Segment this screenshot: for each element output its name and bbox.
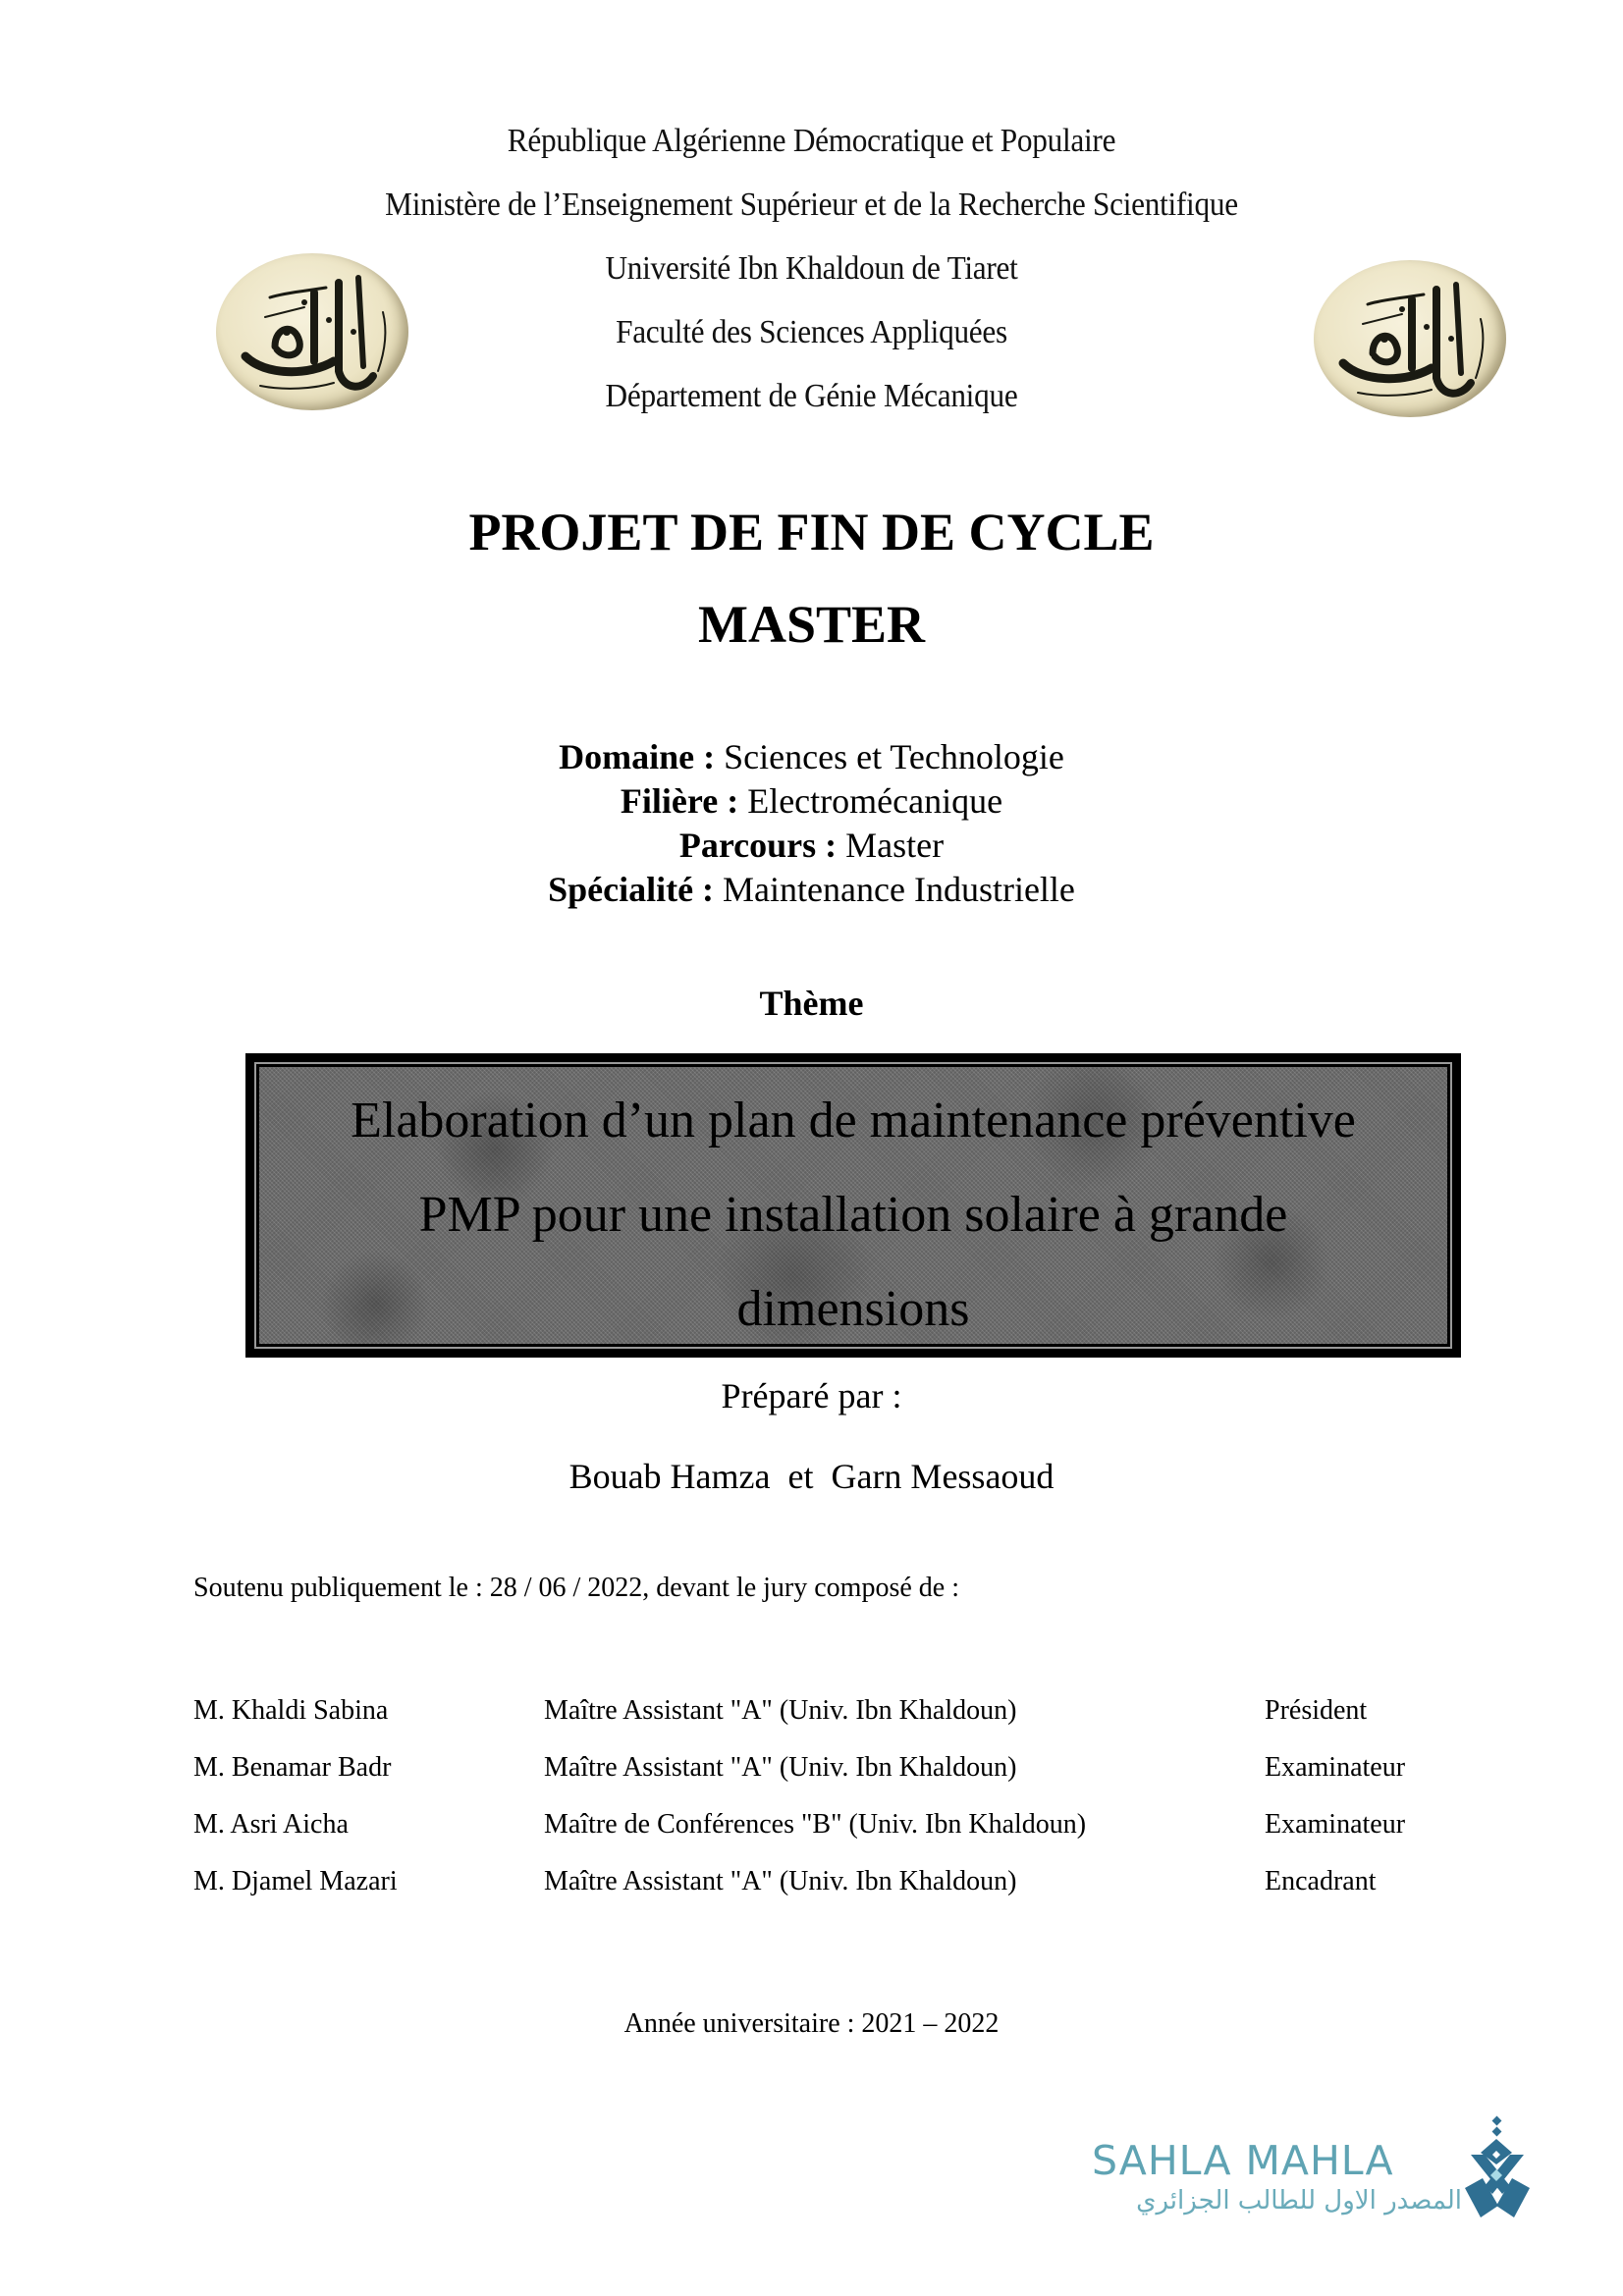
field-parcours bbox=[0, 824, 1623, 868]
theme-box bbox=[245, 1053, 1461, 1358]
header-republic: République Algérienne Démocratique et Populaire bbox=[507, 123, 1116, 159]
header-faculty: Faculté des Sciences Appliquées bbox=[616, 314, 1007, 350]
theme-line: PMP pour une installation solaire à grande bbox=[418, 1187, 1288, 1243]
program-fields bbox=[0, 735, 1623, 912]
theme-text bbox=[256, 1074, 1450, 1357]
field-specialite bbox=[0, 868, 1623, 912]
theme-box-inner bbox=[254, 1062, 1452, 1349]
field-value: Maintenance Industrielle bbox=[714, 870, 1075, 909]
jury-title: Maître de Conférences "B" (Univ. Ibn Khaldoun) bbox=[544, 1809, 1087, 1840]
university-seal-left bbox=[216, 253, 408, 410]
authors: Bouab Hamza et Garn Messaoud bbox=[568, 1457, 1055, 1496]
header-university: Université Ibn Khaldoun de Tiaret bbox=[605, 250, 1018, 287]
sahla-mahla-icon bbox=[1461, 2115, 1534, 2223]
theme-line: Elaboration d’un plan de maintenance préventive bbox=[351, 1093, 1356, 1148]
jury-name: M. Djamel Mazari bbox=[193, 1866, 398, 1896]
logo-tagline: المصدر الاول للطالب الجزائري bbox=[1136, 2186, 1462, 2216]
prepared-by-label: Préparé par : bbox=[721, 1376, 902, 1415]
logo-wordmark: SAHLA MAHLA bbox=[1092, 2137, 1394, 2184]
theme-line: dimensions bbox=[736, 1281, 970, 1337]
field-value: Sciences et Technologie bbox=[715, 737, 1064, 776]
jury-title: Maître Assistant "A" (Univ. Ibn Khaldoun) bbox=[544, 1695, 1017, 1726]
jury-title: Maître Assistant "A" (Univ. Ibn Khaldoun) bbox=[544, 1752, 1017, 1783]
sahla-mahla-logo bbox=[1092, 2115, 1534, 2223]
jury-role: Encadrant bbox=[1265, 1866, 1377, 1896]
theme-label: Thème bbox=[759, 984, 864, 1023]
university-seal-right bbox=[1314, 260, 1506, 417]
field-filiere bbox=[0, 779, 1623, 824]
document-title: PROJET DE FIN DE CYCLE bbox=[468, 503, 1155, 561]
document-subtitle: MASTER bbox=[697, 595, 926, 654]
jury-role: Examinateur bbox=[1265, 1809, 1406, 1840]
field-label: Domaine : bbox=[559, 737, 716, 776]
header-ministry: Ministère de l’Enseignement Supérieur et de la Recherche Scientifique bbox=[385, 187, 1238, 223]
calligraphy-icon bbox=[216, 253, 408, 410]
jury-name: M. Asri Aicha bbox=[193, 1809, 349, 1840]
jury-title: Maître Assistant "A" (Univ. Ibn Khaldoun) bbox=[544, 1866, 1017, 1896]
field-value: Electromécanique bbox=[738, 781, 1003, 821]
jury-role: Examinateur bbox=[1265, 1752, 1406, 1783]
jury-name: M. Benamar Badr bbox=[193, 1752, 392, 1783]
field-label: Filière : bbox=[620, 781, 739, 821]
header-department: Département de Génie Mécanique bbox=[605, 378, 1018, 414]
field-value: Master bbox=[837, 826, 945, 865]
field-domaine bbox=[0, 735, 1623, 779]
calligraphy-icon bbox=[1314, 260, 1506, 417]
defense-statement: Soutenu publiquement le : 28 / 06 / 2022, devant le jury composé de : bbox=[193, 1573, 959, 1603]
jury-role: Président bbox=[1265, 1695, 1368, 1726]
field-label: Parcours : bbox=[678, 826, 838, 865]
jury-name: M. Khaldi Sabina bbox=[193, 1695, 389, 1726]
academic-year: Année universitaire : 2021 – 2022 bbox=[623, 2008, 1000, 2039]
field-label: Spécialité : bbox=[548, 870, 715, 909]
